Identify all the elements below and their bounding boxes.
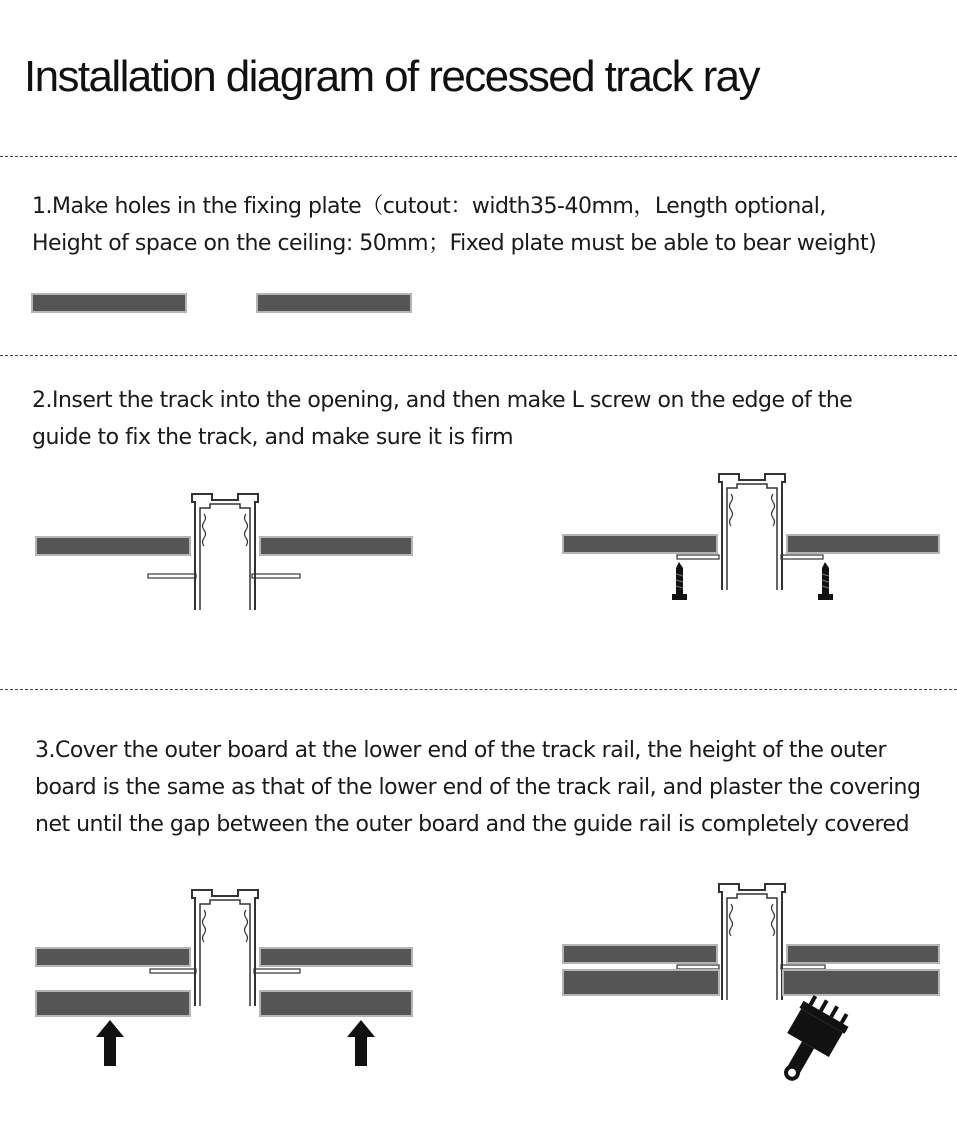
ceiling-board-left [36, 537, 190, 555]
step-3-line-3: net until the gap between the outer board and the guide rail is completely covered [35, 812, 910, 837]
track-flange-right [781, 555, 823, 559]
track-rail [192, 494, 258, 610]
ceiling-board-right [260, 948, 412, 966]
screw-icon [672, 562, 687, 600]
track-flange-left [148, 574, 196, 578]
ceiling-board-right [787, 535, 939, 553]
track-flange-left [677, 555, 719, 559]
paint-brush-icon [766, 990, 854, 1090]
track-flange-right [781, 965, 825, 969]
ceiling-board-left [32, 294, 186, 312]
step-1-diagram [32, 294, 411, 312]
step-3-line-2: board is the same as that of the lower end of the track rail, and plaster the covering [35, 775, 921, 800]
step-3-line-1: 3.Cover the outer board at the lower end of the track rail, the height of the outer [35, 738, 887, 763]
ceiling-board-right [257, 294, 411, 312]
step-1-line-2: Height of space on the ceiling: 50mm；Fixed plate must be able to bear weight) [32, 231, 877, 256]
ceiling-board-right [787, 945, 939, 963]
up-arrow-icon [96, 1020, 124, 1066]
track-flange-right [252, 574, 300, 578]
ceiling-board-left [36, 948, 190, 966]
step-3-diagram-left [36, 890, 412, 1066]
outer-board-right [783, 970, 939, 995]
step-2-line-1: 2.Insert the track into the opening, and then make L screw on the edge of the [32, 388, 853, 413]
page-title: Installation diagram of recessed track ray [24, 52, 759, 101]
screw-icon [818, 562, 833, 600]
track-rail [719, 884, 785, 1000]
track-flange-right [254, 969, 300, 973]
ceiling-board-left [563, 535, 717, 553]
track-rail [192, 890, 258, 1006]
step-2-diagram-right [563, 474, 939, 600]
step-3-diagram-right [563, 884, 939, 1091]
up-arrow-icon [347, 1020, 375, 1066]
ceiling-board-right [260, 537, 412, 555]
ceiling-board-left [563, 945, 717, 963]
step-2-diagram-left [36, 494, 412, 610]
outer-board-right [260, 991, 412, 1016]
step-1-line-1: 1.Make holes in the fixing plate（cutout：width35-40mm，Length optional, [32, 194, 826, 219]
track-rail [719, 474, 785, 590]
step-2-line-2: guide to fix the track, and make sure it is firm [32, 425, 514, 450]
track-flange-left [677, 965, 719, 969]
track-flange-left [150, 969, 196, 973]
outer-board-left [563, 970, 719, 995]
outer-board-left [36, 991, 190, 1016]
